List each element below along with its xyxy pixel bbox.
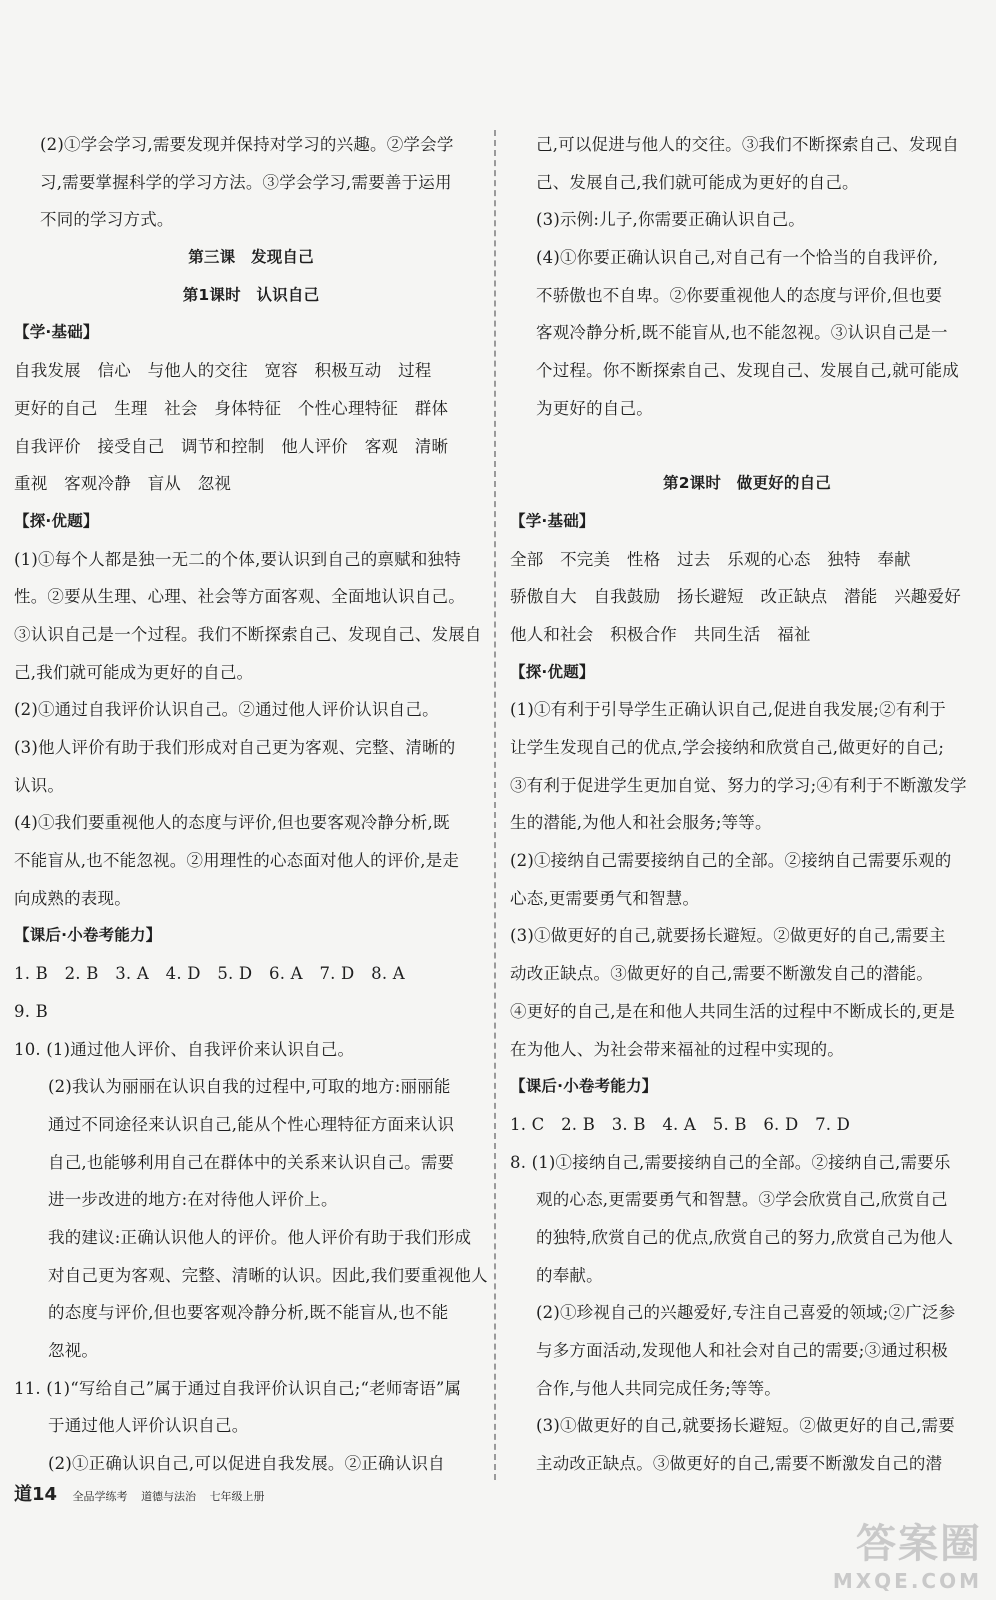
text-line: 忽视。 bbox=[48, 1341, 99, 1360]
text-line: 自己,也能够利用自己在群体中的关系来认识自己。需要 bbox=[48, 1152, 455, 1172]
text-line: 客观冷静分析,既不能盲从,也不能忽视。③认识自己是一 bbox=[536, 323, 948, 343]
keyword-line: 自我评价 接受自己 调节和控制 他人评价 客观 清晰 bbox=[14, 436, 449, 456]
text-line: 不能盲从,也不能忽视。②用理性的心态面对他人的评价,是走 bbox=[14, 851, 460, 871]
lesson-title: 第1课时 认识自己 bbox=[182, 285, 320, 304]
text-line: 动改正缺点。③做更好的自己,需要不断激发自己的潜能。 bbox=[510, 964, 933, 984]
text-line: (2)①珍视自己的兴趣爱好,专注自己喜爱的领域;②广泛参 bbox=[536, 1303, 956, 1323]
text-line: 8. (1)①接纳自己,需要接纳自己的全部。②接纳自己,需要乐 bbox=[510, 1152, 951, 1172]
text-line: 向成熟的表现。 bbox=[14, 888, 131, 908]
text-line: 的态度与评价,但也要客观冷静分析,既不能盲从,也不能 bbox=[48, 1303, 449, 1323]
text-line: 9. B bbox=[14, 1001, 48, 1021]
text-line: 心态,更需要勇气和智慧。 bbox=[510, 888, 700, 908]
section-heading: 【课后·小卷考能力】 bbox=[14, 926, 162, 945]
text-line: 生的潜能,为他人和社会服务;等等。 bbox=[510, 813, 772, 833]
text-line: 11. (1)“写给自己”属于通过自我评价认识自己;“老师寄语”属 bbox=[14, 1378, 462, 1398]
page-number: 道14 bbox=[14, 1484, 58, 1505]
section-heading: 【学·基础】 bbox=[14, 323, 99, 342]
text-line: (1)①有利于引导学生正确认识自己,促进自我发展;②有利于 bbox=[510, 700, 946, 720]
text-line: ③有利于促进学生更加自觉、努力的学习;④有利于不断激发学 bbox=[510, 775, 967, 795]
text-line: 不同的学习方式。 bbox=[40, 210, 174, 230]
text-line: (1)①每个人都是独一无二的个体,要认识到自己的禀赋和独特 bbox=[14, 549, 461, 569]
text-line: 让学生发现自己的优点,学会接纳和欣赏自己,做更好的自己; bbox=[510, 738, 945, 757]
text-line: 与多方面活动,发现他人和社会对自己的需要;③通过积极 bbox=[536, 1341, 949, 1360]
text-line: 的奉献。 bbox=[536, 1265, 603, 1285]
text-line: (2)①正确认识自己,可以促进自我发展。②正确认识自 bbox=[48, 1454, 445, 1474]
text-line: 不骄傲也不自卑。②你要重视他人的态度与评价,但也要 bbox=[536, 285, 943, 305]
text-line: (4)①我们要重视他人的态度与评价,但也要客观冷静分析,既 bbox=[14, 813, 450, 833]
section-heading: 【探·优题】 bbox=[510, 662, 595, 681]
text-line: 我的建议:正确认识他人的评价。他人评价有助于我们形成 bbox=[48, 1227, 472, 1247]
text-line: 1. C 2. B 3. B 4. A 5. B 6. D 7. D bbox=[510, 1114, 851, 1134]
footer-brand: 全品学练考 bbox=[72, 1490, 128, 1503]
page-footer bbox=[14, 1480, 275, 1504]
keyword-line: 更好的自己 生理 社会 身体特征 个性心理特征 群体 bbox=[14, 398, 449, 418]
watermark bbox=[833, 1512, 982, 1593]
text-line: 为更好的自己。 bbox=[536, 398, 653, 418]
text-line: 在为他人、为社会带来福祉的过程中实现的。 bbox=[510, 1039, 844, 1059]
text-line: (3)①做更好的自己,就要扬长避短。②做更好的自己,需要主 bbox=[510, 926, 946, 946]
text-line: 合作,与他人共同完成任务;等等。 bbox=[536, 1378, 782, 1398]
text-line: ④更好的自己,是在和他人共同生活的过程中不断成长的,更是 bbox=[510, 1001, 956, 1021]
column-divider bbox=[494, 130, 496, 1480]
keyword-line: 重视 客观冷静 盲从 忽视 bbox=[14, 474, 232, 494]
text-line: (2)①学会学习,需要发现并保持对学习的兴趣。②学会学 bbox=[40, 135, 454, 154]
text-line: 观的心态,更需要勇气和智慧。③学会欣赏自己,欣赏自己 bbox=[536, 1190, 948, 1210]
text-line: (2)①接纳自己需要接纳自己的全部。②接纳自己需要乐观的 bbox=[510, 851, 952, 871]
text-line: 习,需要掌握科学的学习方法。③学会学习,需要善于运用 bbox=[40, 172, 452, 192]
text-line: 10. (1)通过他人评价、自我评价来认识自己。 bbox=[14, 1039, 355, 1059]
text-line: 己,我们就可能成为更好的自己。 bbox=[14, 662, 254, 682]
text-line: 的独特,欣赏自己的优点,欣赏自己的努力,欣赏自己为他人 bbox=[536, 1227, 954, 1247]
text-line: 己,可以促进与他人的交往。③我们不断探索自己、发现自 bbox=[536, 135, 959, 154]
left-column bbox=[14, 126, 488, 1483]
section-heading: 【课后·小卷考能力】 bbox=[510, 1077, 658, 1096]
text-line: (2)①通过自我评价认识自己。②通过他人评价认识自己。 bbox=[14, 700, 439, 720]
footer-grade: 七年级上册 bbox=[209, 1490, 265, 1503]
text-line: 对自己更为客观、完整、清晰的认识。因此,我们要重视他人 bbox=[48, 1265, 488, 1285]
watermark-logo-text: 答案圈 bbox=[856, 1521, 982, 1567]
text-line: (4)①你要正确认识自己,对自己有一个恰当的自我评价, bbox=[536, 248, 939, 268]
text-line: (3)示例:儿子,你需要正确认识自己。 bbox=[536, 210, 805, 230]
keyword-line: 骄傲自大 自我鼓励 扬长避短 改正缺点 潜能 兴趣爱好 bbox=[510, 587, 961, 607]
text-line: 个过程。你不断探索自己、发现自己、发展自己,就可能成 bbox=[536, 361, 959, 381]
text-line: 己、发展自己,我们就可能成为更好的自己。 bbox=[536, 172, 859, 192]
text-line: 1. B 2. B 3. A 4. D 5. D 6. A 7. D 8. A bbox=[14, 964, 405, 984]
text-line: 主动改正缺点。③做更好的自己,需要不断激发自己的潜 bbox=[536, 1454, 943, 1474]
watermark-url: MXQE.COM bbox=[832, 1569, 982, 1593]
footer-subject: 道德与法治 bbox=[141, 1490, 197, 1503]
lesson-title: 第2课时 做更好的自己 bbox=[663, 474, 831, 493]
section-heading: 【学·基础】 bbox=[510, 511, 595, 530]
text-line: ③认识自己是一个过程。我们不断探索自己、发现自己、发展自 bbox=[14, 624, 482, 644]
keyword-line: 全部 不完美 性格 过去 乐观的心态 独特 奉献 bbox=[510, 549, 911, 569]
text-line: (3)他人评价有助于我们形成对自己更为客观、完整、清晰的 bbox=[14, 738, 456, 757]
keyword-line: 自我发展 信心 与他人的交往 宽容 积极互动 过程 bbox=[14, 361, 432, 381]
text-line bbox=[510, 428, 984, 466]
text-line: (2)我认为丽丽在认识自我的过程中,可取的地方:丽丽能 bbox=[48, 1077, 451, 1097]
keyword-line: 他人和社会 积极合作 共同生活 福祉 bbox=[510, 624, 811, 644]
text-line: (3)①做更好的自己,就要扬长避短。②做更好的自己,需要 bbox=[536, 1416, 955, 1436]
section-heading: 【探·优题】 bbox=[14, 511, 99, 530]
right-column bbox=[510, 126, 984, 1483]
text-line: 性。②要从生理、心理、社会等方面客观、全面地认识自己。 bbox=[14, 587, 465, 607]
text-line: 进一步改进的地方:在对待他人评价上。 bbox=[48, 1190, 338, 1210]
lesson-title: 第三课 发现自己 bbox=[188, 248, 314, 267]
text-line: 于通过他人评价认识自己。 bbox=[48, 1416, 249, 1436]
text-line: 通过不同途径来认识自己,能从个性心理特征方面来认识 bbox=[48, 1114, 455, 1134]
text-line: 认识。 bbox=[14, 775, 65, 795]
